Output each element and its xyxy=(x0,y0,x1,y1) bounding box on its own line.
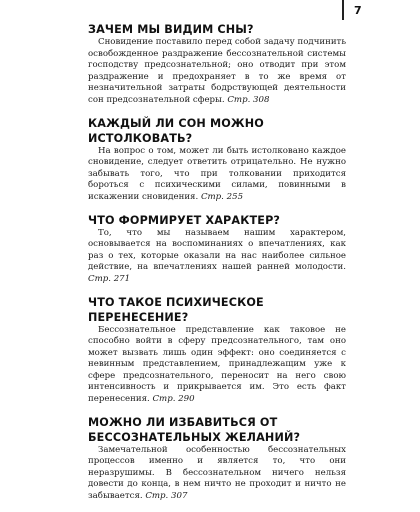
section-text xyxy=(88,146,346,204)
section-heading: МОЖНО ЛИ ИЗБАВИТЬСЯ ОТ БЕССОЗНАТЕЛЬНЫХ ЖЕЛАНИЙ? xyxy=(88,415,301,444)
page-reference: Стр. 308 xyxy=(227,94,270,105)
section-body: Бессознательное представление как таковое не способно войти в сферу предсознательного, там оно может вызвать лишь один эффект: оно соединяется с невинным представлением, принадлежащим уже к сфере предсознательного, переносит на него свою интенсивность и прикрывается им. Это есть факт перенесения. xyxy=(88,324,346,405)
page-reference: Стр. 255 xyxy=(200,191,244,202)
section-heading: ЧТО ФОРМИРУЕТ ХАРАКТЕР? xyxy=(88,213,281,227)
page-reference: Стр. 271 xyxy=(88,273,131,284)
page-reference: Стр. 307 xyxy=(145,491,188,502)
section-why-dreams xyxy=(88,22,346,107)
section-character xyxy=(88,213,346,286)
section-transference xyxy=(88,295,346,406)
section-text xyxy=(88,37,346,107)
page-content xyxy=(88,22,346,512)
page-number: 7 xyxy=(354,4,362,17)
section-heading: ЧТО ТАКОЕ ПСИХИЧЕСКОЕ ПЕРЕНЕСЕНИЕ? xyxy=(88,295,264,324)
section-body: Сновидение поставило перед собой задачу подчинить освобожденное раздражение бессознательной системы господству предсознательной; оно отводит при этом раздражение и предохраняет в то же время от незначительной затраты бодрствующей деятельности сон предсознательной сферы. xyxy=(88,37,346,105)
section-heading: ЗАЧЕМ МЫ ВИДИМ СНЫ? xyxy=(88,23,254,36)
section-body: То, что мы называем нашим характером, основывается на воспоминаниях о впечатлениях, как раз о тех, которые оказали на нас наиболее сильное действие, на впечатлениях нашей ранней молодости. xyxy=(88,227,346,273)
section-unconscious-desires xyxy=(88,415,346,503)
page-number-divider xyxy=(342,0,344,20)
section-body: На вопрос о том, может ли быть истолковано каждое сновидение, следует ответить отрицательно. Не нужно забывать того, что при толковании приходится бороться с психическими силами, повинными в искажении сновидения. xyxy=(88,145,346,202)
section-text xyxy=(88,325,346,406)
section-interpret-dreams xyxy=(88,116,346,204)
section-text xyxy=(88,445,346,503)
page-reference: Стр. 290 xyxy=(152,394,195,405)
section-text xyxy=(88,228,346,286)
section-body: Замечательной особенностью бессознательных процессов именно и является то, что они неразрушимы. В бессознательном ничего нельзя довести до конца, в нем ничто не проходит и ничто не забывается. xyxy=(88,444,346,502)
section-heading: КАЖДЫЙ ЛИ СОН МОЖНО ИСТОЛКОВАТЬ? xyxy=(88,116,264,145)
